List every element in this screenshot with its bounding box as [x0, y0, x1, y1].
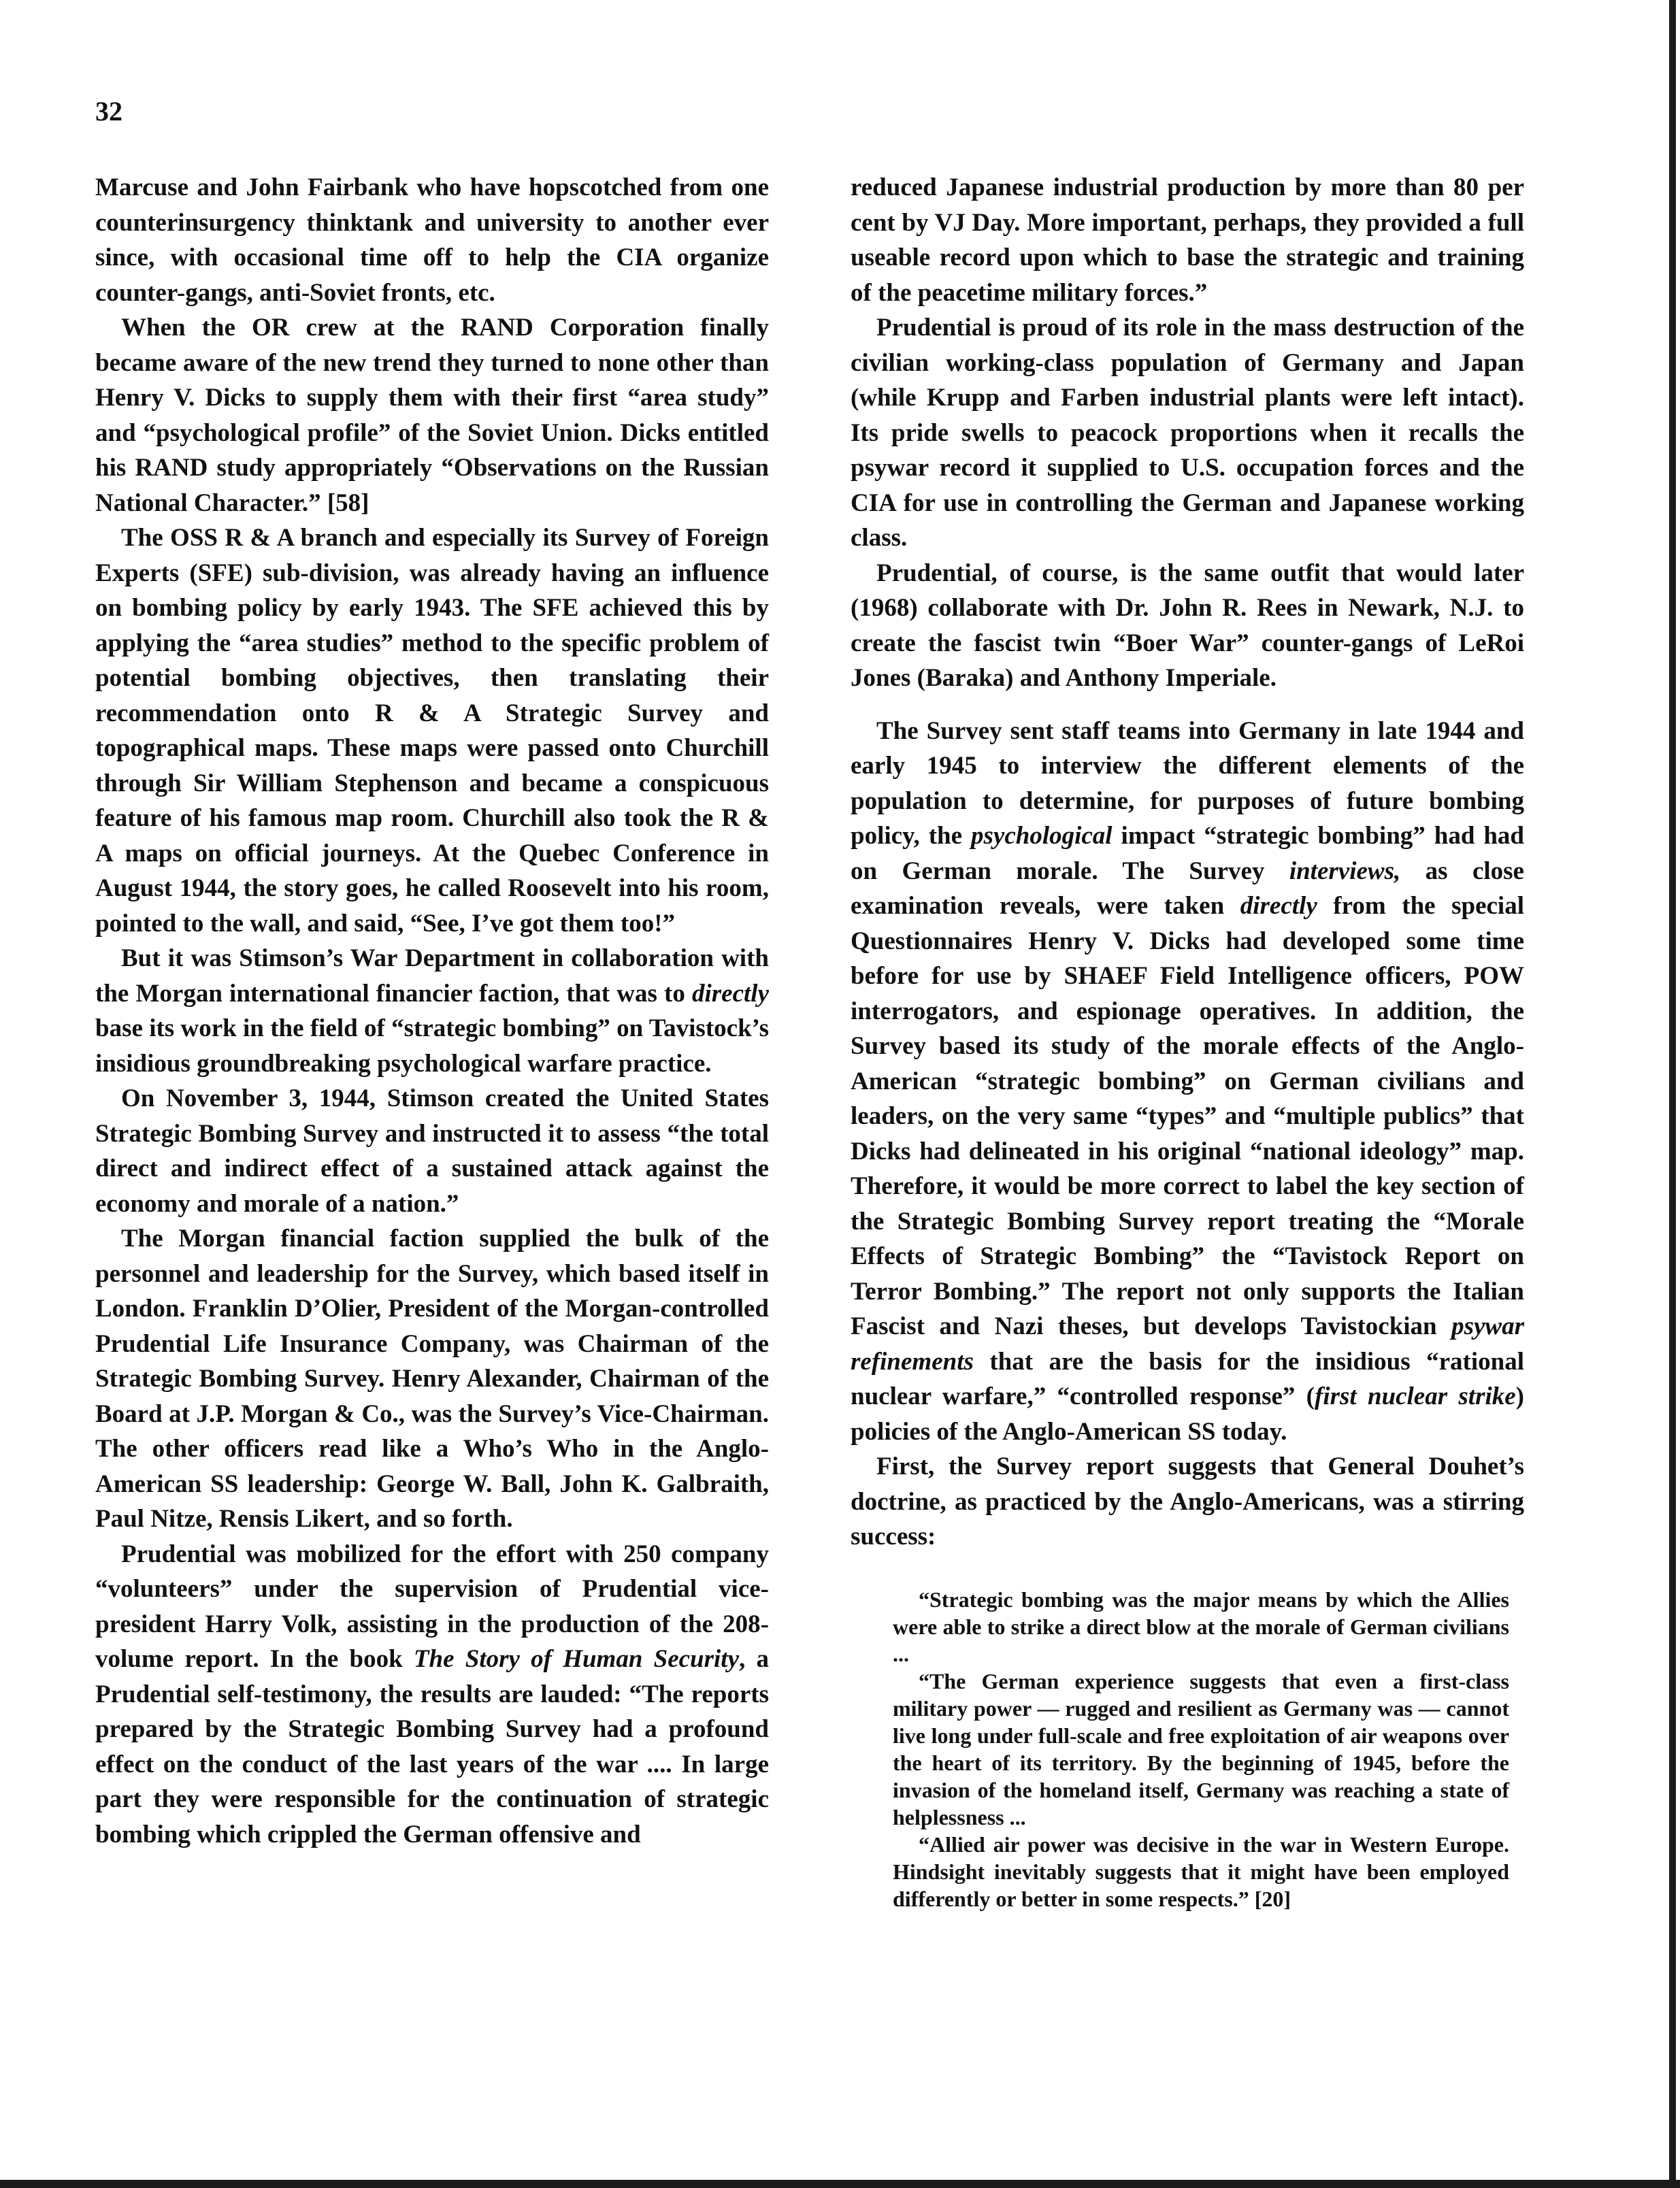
- text-run: that are the basis for the insidious “rational nuclear warfare,” “controlled response” (: [851, 1347, 1524, 1410]
- left-column: [95, 170, 769, 1852]
- text-run: impact “strategic bombing” had had on German morale. The Survey: [851, 822, 1525, 885]
- block-quote: [893, 1586, 1509, 1912]
- quote-paragraph: “Allied air power was decisive in the war in Western Europe. Hindsight inevitably suggests that it might have been employed differently or better in some respects.” [20]: [893, 1831, 1509, 1911]
- body-paragraph: On November 3, 1944, Stimson created the United States Strategic Bombing Survey and instructed it to assess “the total direct and indirect effect of a sustained attack against the economy and morale of a nation.”: [95, 1084, 769, 1218]
- body-paragraph: Prudential is proud of its role in the mass destruction of the civilian working-class population of Germany and Japan (while Krupp and Farben industrial plants were left intact). Its pride swells to peacock proportions when it recalls the psywar record it supplied to U.S. occupation forces and the CIA for use in controlling the German and Japanese working class.: [851, 314, 1524, 552]
- emphasis: first nuclear strike: [1315, 1382, 1516, 1410]
- body-paragraph: [851, 714, 1524, 1450]
- text-run: , a Prudential self-testimony, the results are lauded: “The reports prepared by the Strategic Bombing Survey had a profound effect on the conduct of the last years of the war .... In large part they were responsible for the continuation of strategic bombing which crippled the German offensive and: [95, 1645, 769, 1849]
- text-run: ) policies of the Anglo-American SS today.: [851, 1382, 1524, 1446]
- body-paragraph: Prudential, of course, is the same outfit that would later (1968) collaborate with Dr. John R. Rees in Newark, N.J. to create the fascist twin “Boer War” counter-gangs of LeRoi Jones (Baraka) and Anthony Imperiale.: [851, 559, 1524, 692]
- text-run: Prudential was mobilized for the effort with 250 company “volunteers” under the supervision of Prudential vice-president Harry Volk, assisting in the production of the 208-volume report. In the book: [95, 1540, 769, 1673]
- emphasis: psywar refinements: [851, 1312, 1524, 1376]
- emphasis: directly: [691, 979, 769, 1008]
- book-title: The Story of Human Security: [413, 1645, 740, 1673]
- right-column: [851, 170, 1524, 1912]
- text-run: base its work in the field of “strategic bombing” on Tavistock’s insidious groundbreaking psychological warfare practice.: [95, 1014, 769, 1078]
- text-run: The Survey sent staff teams into Germany in late 1944 and early 1945 to interview the different elements of the population to determine, for purposes of future bombing policy, the: [851, 716, 1524, 850]
- page-number: 32: [95, 96, 122, 127]
- text-run: from the special Questionnaires Henry V. Dicks had developed some time before for use by SHAEF Field Intelligence officers, POW interrogators, and espionage operatives. In addition, the Survey based its study of the morale effects of the Anglo-American “strategic bombing” on German civilians and leaders, on the very same “types” and “multiple publics” that Dicks had delineated in his original “national ideology” map. Therefore, it would be more correct to label the key section of the Strategic Bombing Survey report treating the “Morale Effects of Strategic Bombing” the “Tavistock Report on Terror Bombing.” The report not only supports the Italian Fascist and Nazi theses, but develops Tavistockian: [851, 892, 1524, 1340]
- emphasis: interviews,: [1289, 857, 1401, 885]
- body-paragraph: [95, 941, 769, 1081]
- text-run: as close examination reveals, were taken: [851, 857, 1524, 920]
- body-paragraph: Marcuse and John Fairbank who have hopscotched from one counterinsurgency thinktank and university to another ever since, with occasional time off to help the CIA organize counter-gangs, anti-Soviet fronts, etc.: [95, 173, 769, 307]
- body-paragraph: First, the Survey report suggests that General Douhet’s doctrine, as practiced by the Anglo-Americans, was a stirring success:: [851, 1453, 1524, 1551]
- page-bottom-rule: [0, 2180, 1680, 2188]
- body-paragraph: The OSS R & A branch and especially its Survey of Foreign Experts (SFE) sub-division, was already having an influence on bombing policy by early 1943. The SFE achieved this by applying the “area studies” method to the specific problem of potential bombing objectives, then translating their recommendation onto R & A Strategic Survey and topographical maps. These maps were passed onto Churchill through Sir William Stephenson and became a conspicuous feature of his famous map room. Churchill also took the R & A maps on official journeys. At the Quebec Conference in August 1944, the story goes, he called Roosevelt into his room, pointed to the wall, and said, “See, I’ve got them too!”: [95, 524, 769, 938]
- text-run: But it was Stimson’s War Department in collaboration with the Morgan international financier faction, that was to: [95, 944, 769, 1008]
- page-edge-rule: [1669, 0, 1676, 2188]
- body-paragraph: When the OR crew at the RAND Corporation finally became aware of the new trend they turned to none other than Henry V. Dicks to supply them with their first “area study” and “psychological profile” of the Soviet Union. Dicks entitled his RAND study appropriately “Observations on the Russian National Character.” [58]: [95, 314, 769, 517]
- body-paragraph: reduced Japanese industrial production by more than 80 per cent by VJ Day. More important, perhaps, they provided a full useable record upon which to base the strategic and training of the peacetime military forces.”: [851, 173, 1524, 307]
- quote-paragraph: “Strategic bombing was the major means by which the Allies were able to strike a direct blow at the morale of German civilians ...: [893, 1587, 1509, 1666]
- emphasis: psychological: [971, 822, 1113, 850]
- emphasis: directly: [1240, 892, 1317, 920]
- body-paragraph: The Morgan financial faction supplied the bulk of the personnel and leadership for the Survey, which based itself in London. Franklin D’Olier, President of the Morgan-controlled Prudential Life Insurance Company, was Chairman of the Strategic Bombing Survey. Henry Alexander, Chairman of the Board at J.P. Morgan & Co., was the Survey’s Vice-Chairman. The other officers read like a Who’s Who in the Anglo-American SS leadership: George W. Ball, John K. Galbraith, Paul Nitze, Rensis Likert, and so forth.: [95, 1225, 769, 1533]
- quote-paragraph: “The German experience suggests that even a first-class military power — rugged and resilient as Germany was — cannot live long under full-scale and free exploitation of air weapons over the heart of its territory. By the beginning of 1945, before the invasion of the homeland itself, Germany was reaching a state of helplessness ...: [893, 1668, 1509, 1829]
- body-paragraph: [95, 1537, 769, 1853]
